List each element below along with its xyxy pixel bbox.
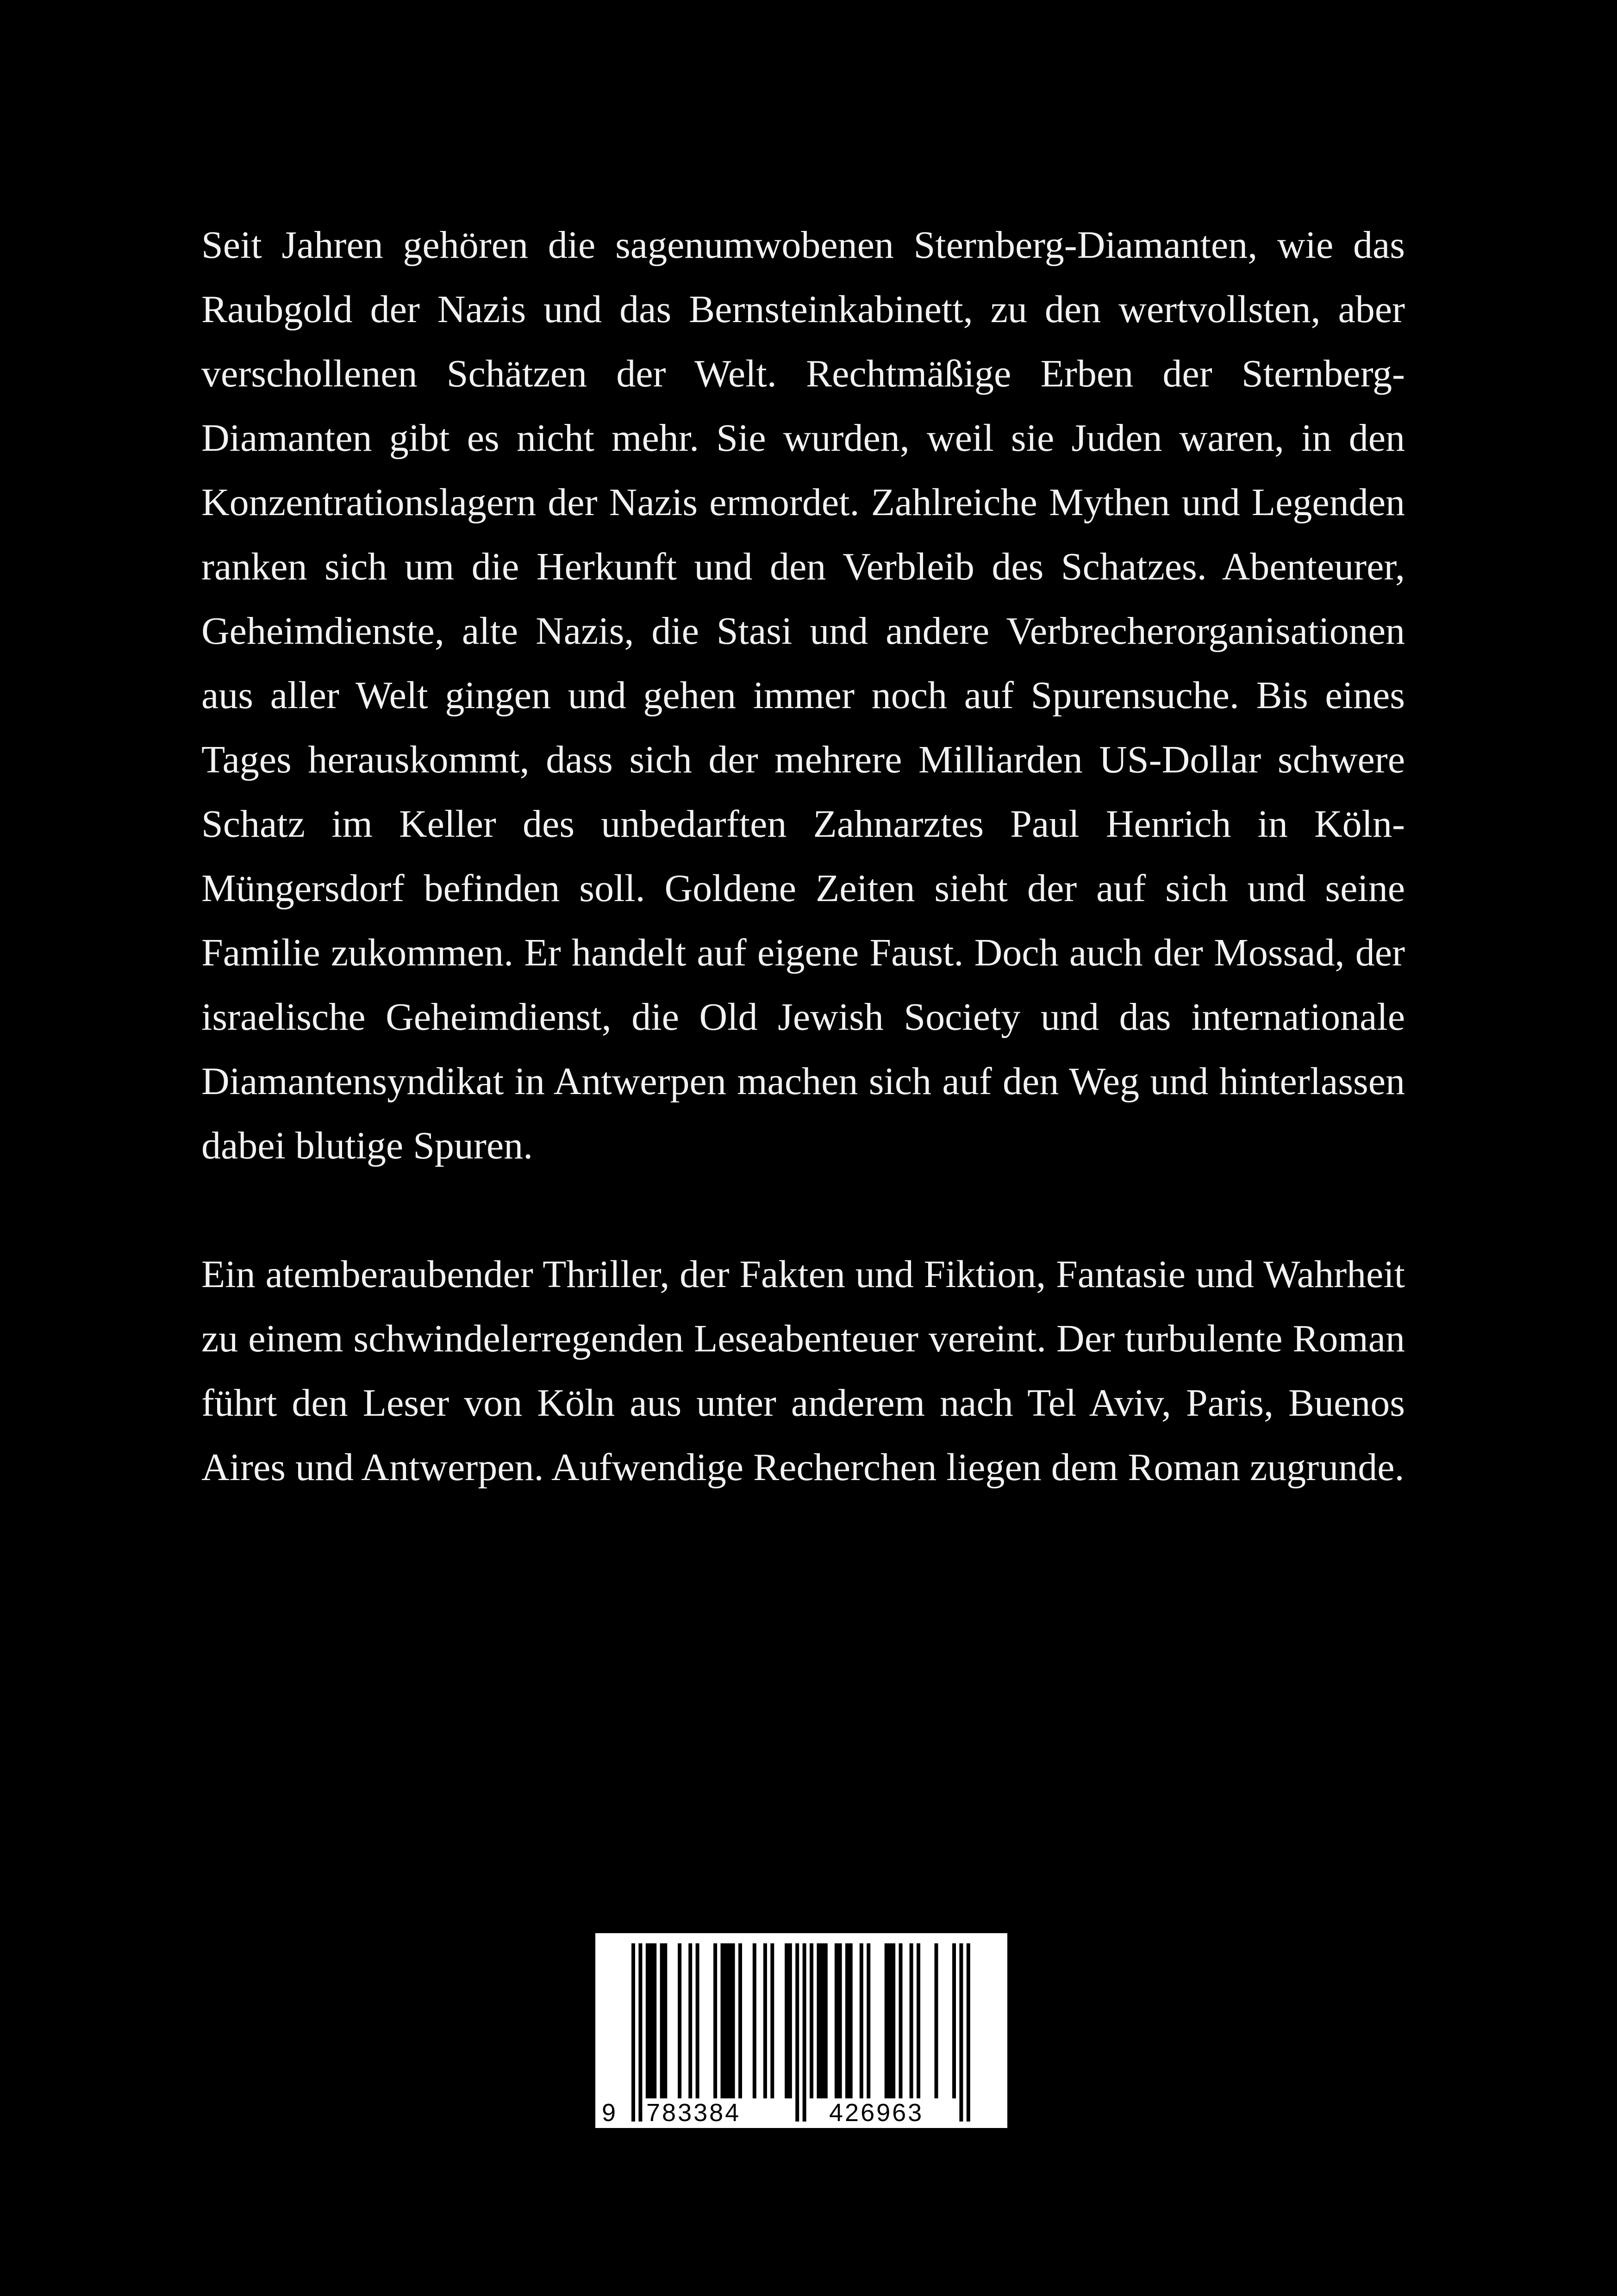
barcode-bar (892, 1943, 895, 2098)
barcode-bar (824, 1943, 828, 2098)
barcode-bar (763, 1943, 767, 2098)
barcode-bar (838, 1943, 842, 2098)
barcode-bar (935, 1943, 938, 2098)
barcode-bar (738, 1943, 742, 2098)
barcode-bar (867, 1943, 870, 2098)
barcode-bar (753, 1943, 756, 2098)
barcode-bar (910, 1943, 913, 2098)
barcode-bar (820, 1943, 824, 2098)
barcode-bar (631, 1943, 635, 2122)
barcode-bar (795, 1943, 799, 2122)
barcode-bar (849, 1943, 853, 2098)
barcode-left-digits: 783384 (646, 2099, 741, 2127)
barcode-bar (899, 1943, 903, 2098)
barcode-bar (660, 1943, 664, 2098)
barcode-bar (810, 1943, 813, 2098)
barcode-right-digits: 426963 (829, 2099, 924, 2127)
barcode-bar (721, 1943, 724, 2098)
barcode-bar (688, 1943, 692, 2098)
barcode-bar (649, 1943, 653, 2098)
barcode-bar (817, 1943, 820, 2098)
cover-blurb (201, 213, 1405, 1500)
barcode-bar (835, 1943, 838, 2098)
barcode-bar (785, 1943, 788, 2098)
barcode-bar (696, 1943, 699, 2098)
barcode-bar (663, 1943, 667, 2098)
barcode-bar (967, 1943, 970, 2122)
barcode-bar (959, 1943, 963, 2122)
blurb-paragraph-2: Ein atemberaubender Thriller, der Fakten und Fiktion, Fantasie und Wahrheit zu einem schwindelerregenden Leseabenteuer vereint. Der turbulente Roman führt den Leser von Köln aus unter anderem nach Tel Aviv, Paris, Buenos Aires und Antwerpen. Aufwendige Recherchen liegen dem Roman zugrunde. (201, 1253, 1405, 1489)
isbn-barcode (595, 1933, 1007, 2128)
barcode-bar (678, 1943, 681, 2098)
barcode-bar (728, 1943, 731, 2098)
barcode-bar (888, 1943, 892, 2098)
barcode-bar (788, 1943, 792, 2098)
barcode-bar (713, 1943, 717, 2098)
barcode-bar (731, 1943, 735, 2098)
barcode-bar (653, 1943, 656, 2098)
barcode-bar (885, 1943, 888, 2098)
barcode-bar (952, 1943, 956, 2098)
barcode-bar (638, 1943, 642, 2122)
barcode-lead-digit: 9 (602, 2099, 618, 2127)
barcode-bar (803, 1943, 806, 2122)
barcode-bar (646, 1943, 649, 2098)
barcode-bar (917, 1943, 920, 2098)
barcode-bar (860, 1943, 863, 2098)
blurb-paragraph-1: Seit Jahren gehören die sagenumwobenen Sternberg-Diamanten, wie das Raubgold der Nazis und das Bernsteinkabinett, zu den wertvollsten, aber verschollenen Schätzen der Welt. Rechtmäßige Erben der Sternberg-Diamanten gibt es nicht mehr. Sie wurden, weil sie Juden waren, in den Konzentrationslagern der Nazis ermordet. Zahlreiche Mythen und Legenden ranken sich um die Herkunft und den Verbleib des Schatzes. Abenteurer, Geheimdienste, alte Nazis, die Stasi und andere Verbrecherorganisationen aus aller Welt gingen und gehen immer noch auf Spurensuche. Bis eines Tages herauskommt, dass sich der mehrere Milliarden US-Dollar schwere Schatz im Keller des unbedarften Zahnarztes Paul Henrich in Köln-Müngersdorf befinden soll. Goldene Zeiten sieht der auf sich und seine Familie zukommen. Er handelt auf eigene Faust. Doch auch der Mossad, der israelische Geheimdienst, die Old Jewish Society und das internationale Diamantensyndikat in Antwerpen machen sich auf den Weg und hinterlassen dabei blutige Spuren. (201, 224, 1405, 1167)
barcode-bar (724, 1943, 728, 2098)
barcode-bar (845, 1943, 849, 2098)
barcode-bar (770, 1943, 774, 2098)
